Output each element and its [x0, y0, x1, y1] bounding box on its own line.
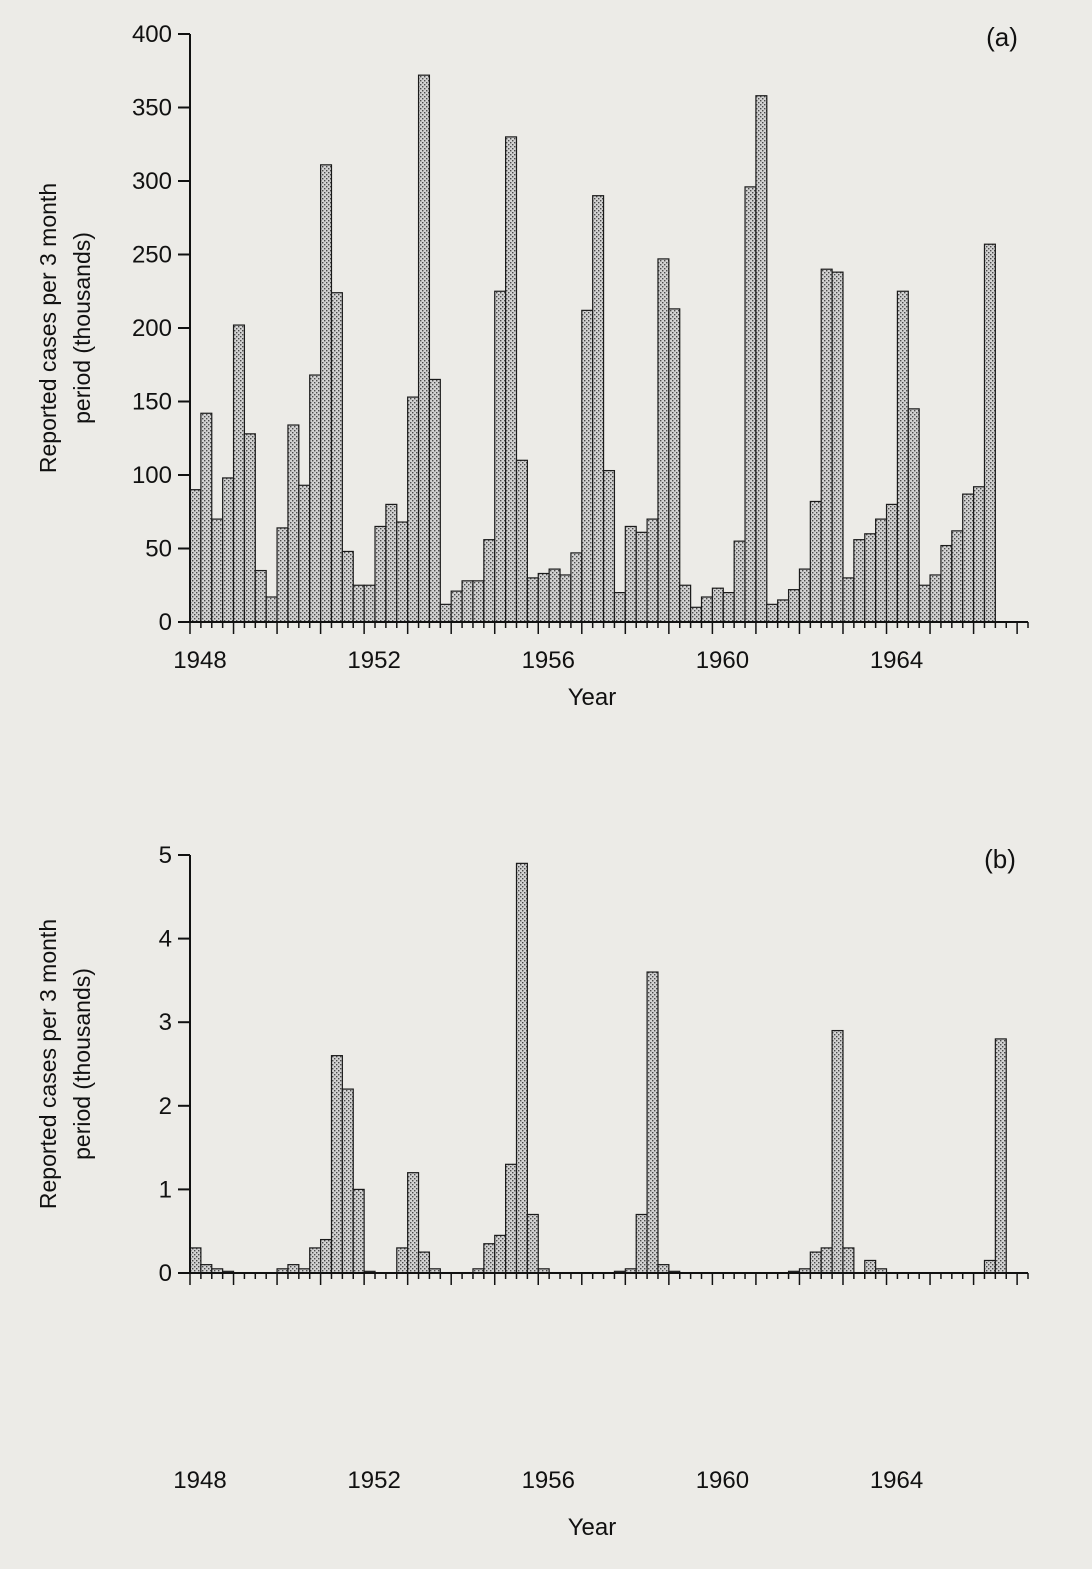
bar — [789, 590, 800, 622]
bar — [255, 571, 266, 622]
bar — [832, 272, 843, 622]
x-tick-label: 1956 — [521, 647, 575, 674]
y-tick-label: 5 — [158, 842, 172, 869]
bar — [647, 972, 658, 1273]
bar — [767, 604, 778, 622]
y-tick-label: 50 — [145, 535, 172, 563]
bar — [516, 863, 527, 1273]
x-tick-label: 1956 — [521, 1467, 575, 1494]
bar — [702, 597, 713, 622]
panel-label: (b) — [984, 844, 1016, 874]
bar — [865, 534, 876, 622]
bar — [342, 1089, 353, 1273]
bar — [408, 1173, 419, 1273]
bar — [310, 375, 321, 622]
bar — [527, 1214, 538, 1273]
bar — [266, 597, 277, 622]
bar — [821, 1248, 832, 1273]
bar — [516, 460, 527, 622]
bar — [843, 1248, 854, 1273]
y-axis-title-line1: Reported cases per 3 month — [35, 918, 61, 1210]
bar — [353, 585, 364, 622]
bar — [506, 137, 517, 622]
bar — [462, 581, 473, 622]
y-tick-label: 400 — [131, 21, 172, 48]
bar — [778, 600, 789, 622]
bar — [299, 485, 310, 622]
bar — [244, 434, 255, 622]
bar — [832, 1031, 843, 1273]
bar — [897, 291, 908, 622]
bar — [190, 490, 201, 622]
bar — [614, 593, 625, 622]
bar — [212, 519, 223, 622]
bar — [223, 478, 234, 622]
bar — [963, 494, 974, 622]
bar — [549, 569, 560, 622]
bar — [919, 585, 930, 622]
bar — [310, 1248, 321, 1273]
bar — [636, 532, 647, 622]
bar — [234, 325, 245, 622]
bar — [190, 1248, 201, 1273]
y-tick-label: 4 — [158, 925, 172, 953]
x-tick-label: 1948 — [173, 647, 227, 674]
bar — [364, 585, 375, 622]
y-tick-label: 250 — [131, 241, 172, 269]
y-tick-label: 0 — [158, 1260, 172, 1287]
bar — [440, 604, 451, 622]
bar — [495, 1235, 506, 1273]
bar — [734, 541, 745, 622]
x-tick-label: 1964 — [869, 1467, 924, 1494]
bar — [712, 588, 723, 622]
bar — [386, 504, 397, 622]
y-tick-label: 0 — [158, 609, 172, 636]
bar — [201, 413, 212, 622]
x-tick-label: 1952 — [347, 647, 401, 674]
y-axis-title-line2: period (thousands) — [69, 232, 95, 424]
bar — [691, 607, 702, 622]
y-tick-label: 200 — [131, 315, 172, 342]
bar — [854, 540, 865, 622]
bar — [538, 573, 549, 622]
bar — [331, 293, 342, 622]
bar — [560, 575, 571, 622]
bar — [636, 1214, 647, 1273]
bar — [506, 1164, 517, 1273]
bar — [658, 259, 669, 622]
bar — [876, 519, 887, 622]
bar — [593, 196, 604, 622]
bar — [995, 1039, 1006, 1273]
y-tick-label: 100 — [131, 462, 172, 489]
x-tick-label: 1960 — [695, 647, 750, 674]
bar — [342, 551, 353, 622]
bar — [288, 425, 299, 622]
bar — [353, 1189, 364, 1273]
y-tick-label: 150 — [131, 388, 172, 416]
x-tick-label: 1952 — [347, 1467, 401, 1494]
bar — [756, 96, 767, 622]
x-axis-title: Year — [567, 684, 617, 711]
bar — [419, 1252, 430, 1273]
y-tick-label: 350 — [131, 94, 172, 122]
bar — [484, 1244, 495, 1273]
bar — [930, 575, 941, 622]
bar — [375, 526, 386, 622]
bar — [604, 471, 615, 622]
bar — [321, 165, 332, 622]
bar — [527, 578, 538, 622]
bar — [201, 1265, 212, 1273]
bar — [571, 553, 582, 622]
bar — [288, 1265, 299, 1273]
bar-series — [190, 863, 1006, 1273]
bar — [669, 309, 680, 622]
bar — [473, 581, 484, 622]
y-axis-title-line2: period (thousands) — [69, 968, 95, 1160]
bar — [984, 244, 995, 622]
bar — [582, 310, 593, 622]
bar — [810, 1252, 821, 1273]
x-axis-title: Year — [567, 1514, 617, 1541]
bar — [821, 269, 832, 622]
bar — [625, 526, 636, 622]
bar — [331, 1056, 342, 1273]
bar — [745, 187, 756, 622]
bar — [277, 528, 288, 622]
y-tick-label: 2 — [158, 1092, 172, 1120]
bar — [397, 522, 408, 622]
bar — [908, 409, 919, 622]
bar — [723, 593, 734, 622]
bar — [865, 1260, 876, 1273]
bar — [429, 379, 440, 622]
bar — [451, 591, 462, 622]
x-tick-label: 1964 — [869, 647, 924, 674]
bar — [843, 578, 854, 622]
bar — [952, 531, 963, 622]
bar — [484, 540, 495, 622]
bar — [799, 569, 810, 622]
chart-panel-b — [35, 842, 1028, 1541]
bar — [974, 487, 985, 622]
bar — [887, 504, 898, 622]
y-tick-label: 1 — [158, 1176, 172, 1204]
bar-series — [190, 75, 995, 622]
bar — [810, 501, 821, 622]
chart-panel-a — [35, 21, 1028, 711]
y-tick-label: 300 — [131, 168, 172, 195]
bar — [680, 585, 691, 622]
bar — [984, 1260, 995, 1273]
bar — [941, 546, 952, 622]
bar — [397, 1248, 408, 1273]
panel-label: (a) — [986, 22, 1018, 52]
x-tick-label: 1948 — [173, 1467, 227, 1494]
bar — [658, 1265, 669, 1273]
bar — [419, 75, 430, 622]
y-tick-label: 3 — [158, 1009, 172, 1037]
bar — [647, 519, 658, 622]
bar — [495, 291, 506, 622]
x-tick-label: 1960 — [695, 1467, 750, 1494]
bar — [408, 397, 419, 622]
bar — [321, 1240, 332, 1273]
y-axis-title-line1: Reported cases per 3 month — [35, 182, 61, 474]
